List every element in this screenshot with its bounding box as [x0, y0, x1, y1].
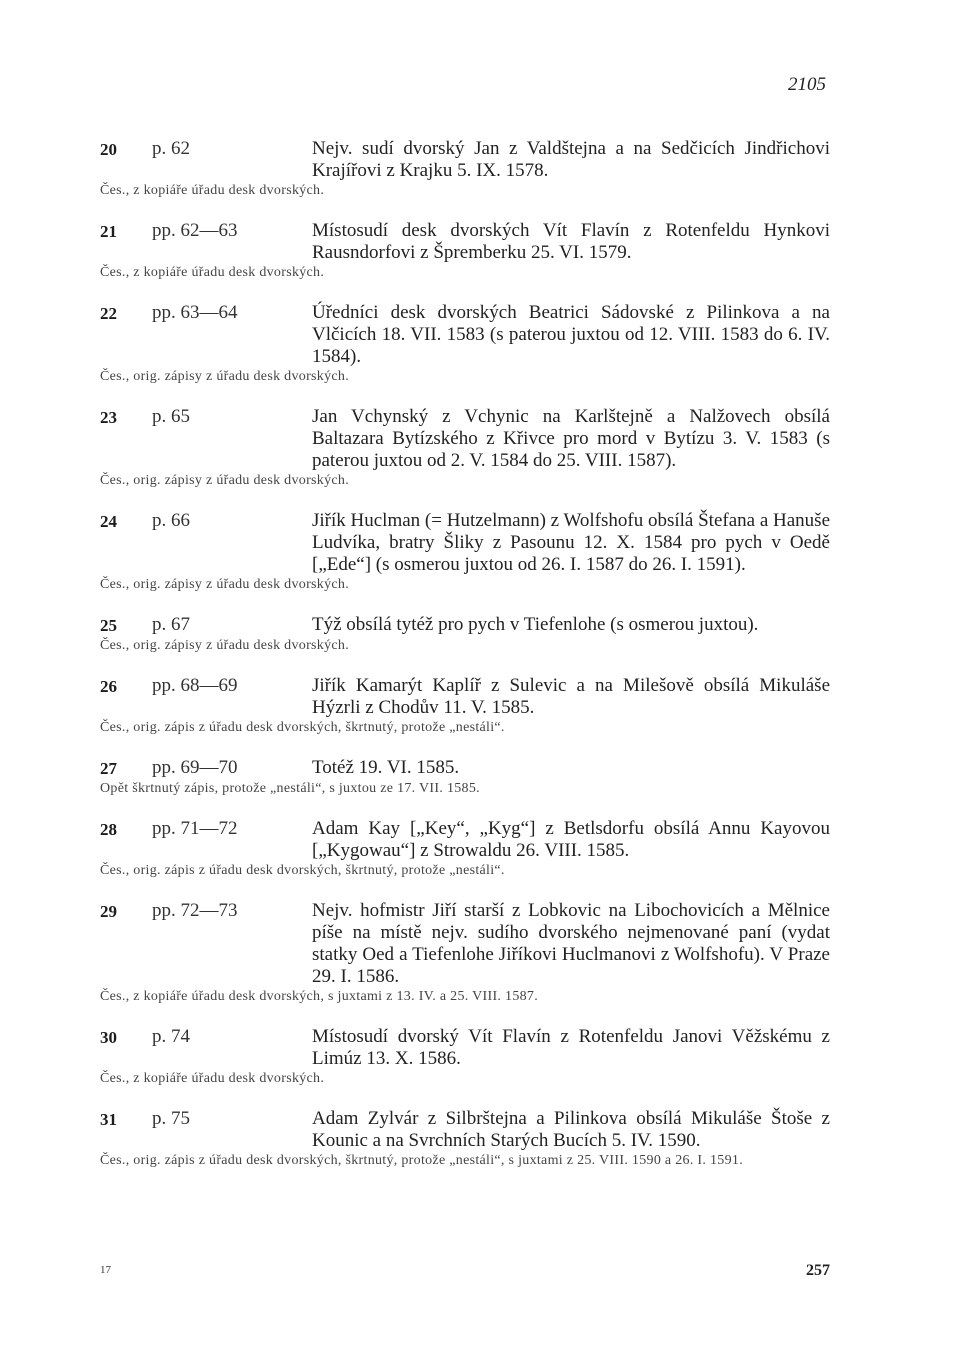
entry-source: Čes., orig. zápis z úřadu desk dvorských, škrtnutý, protože „nestáli“. — [100, 720, 505, 735]
entry-source: Čes., z kopiáře úřadu desk dvorských. — [100, 183, 325, 198]
entry-pages: pp. 63—64 — [152, 302, 238, 323]
entry-number: 31 — [100, 1110, 117, 1129]
entry-text: Jan Vchynský z Vchynic na Karlštejně a Nalžovech obsílá Baltazara Bytízského z Křivce pro mord v Bytízu 3. V. 1583 (s paterou juxtou od 2. V. 1584 do 25. VIII. 1587). — [312, 406, 830, 471]
entry — [100, 1108, 830, 1170]
entry-text: Adam Kay [„Key“, „Kyg“] z Betlsdorfu obsílá Annu Kayovou [„Kygowau“] z Strowaldu 26. VIII. 1585. — [312, 818, 830, 861]
entry-number: 22 — [100, 304, 117, 323]
entries-list — [100, 138, 830, 1190]
entry — [100, 138, 830, 200]
entry — [100, 757, 830, 798]
entry-source: Čes., orig. zápis z úřadu desk dvorských, škrtnutý, protože „nestáli“, s juxtami z 25. VIII. 1590 a 26. I. 1591. — [100, 1153, 743, 1168]
entry-number: 20 — [100, 140, 117, 159]
entry-source: Čes., orig. zápisy z úřadu desk dvorských. — [100, 473, 349, 488]
entry-text: Týž obsílá tytéž pro pych v Tiefenlohe (s osmerou juxtou). — [312, 614, 759, 635]
entry-text: Adam Zylvár z Silbrštejna a Pilinkova obsílá Mikuláše Štoše z Kounic a na Svrchních Starých Bucích 5. IV. 1590. — [312, 1108, 830, 1151]
entry-source: Čes., orig. zápis z úřadu desk dvorských, škrtnutý, protože „nestáli“. — [100, 863, 505, 878]
entry-source: Čes., z kopiáře úřadu desk dvorských. — [100, 1071, 325, 1086]
entry-text: Nejv. sudí dvorský Jan z Valdštejna a na Sedčicích Jindřichovi Krajířovi z Krajku 5. IX. 1578. — [312, 138, 830, 181]
page-number: 2105 — [788, 74, 826, 95]
entry-pages: pp. 72—73 — [152, 900, 238, 921]
entry-pages: pp. 69—70 — [152, 757, 238, 778]
entry-source: Čes., orig. zápisy z úřadu desk dvorských. — [100, 638, 349, 653]
entry-number: 23 — [100, 408, 117, 427]
entry — [100, 675, 830, 737]
footer-page-number: 257 — [806, 1262, 830, 1279]
entry-number: 21 — [100, 222, 117, 241]
entry-number: 30 — [100, 1028, 117, 1047]
entry-number: 26 — [100, 677, 117, 696]
entry-number: 28 — [100, 820, 117, 839]
entry — [100, 510, 830, 594]
entry — [100, 818, 830, 880]
entry-text: Úředníci desk dvorských Beatrici Sádovské z Pilinkova a na Vlčicích 18. VII. 1583 (s paterou juxtou od 12. VIII. 1583 do 6. IV. 1584). — [312, 302, 830, 367]
entry — [100, 220, 830, 282]
entry-text: Totéž 19. VI. 1585. — [312, 757, 460, 778]
entry — [100, 406, 830, 490]
entry-number: 24 — [100, 512, 117, 531]
entry-source: Čes., z kopiáře úřadu desk dvorských. — [100, 265, 325, 280]
entry-pages: p. 62 — [152, 138, 190, 159]
entry-pages: pp. 62—63 — [152, 220, 238, 241]
entry-pages: p. 65 — [152, 406, 190, 427]
entry-pages: pp. 71—72 — [152, 818, 238, 839]
entry-pages: pp. 68—69 — [152, 675, 238, 696]
entry-number: 25 — [100, 616, 117, 635]
entry-text: Místosudí desk dvorských Vít Flavín z Rotenfeldu Hynkovi Rausndorfovi z Špremberku 25. VI. 1579. — [312, 220, 830, 263]
entry — [100, 1026, 830, 1088]
signature-mark: 17 — [100, 1264, 111, 1276]
entry-source: Opět škrtnutý zápis, protože „nestáli“, s juxtou ze 17. VII. 1585. — [100, 781, 480, 796]
entry-pages: p. 67 — [152, 614, 190, 635]
entry-text: Místosudí dvorský Vít Flavín z Rotenfeldu Janovi Věžskému z Limúz 13. X. 1586. — [312, 1026, 830, 1069]
entry-text: Jiřík Huclman (= Hutzelmann) z Wolfshofu obsílá Štefana a Hanuše Ludvíka, bratry Šliky z Pasounu 12. X. 1584 pro pych v Oedě [„Ede“] (s osmerou juxtou od 26. I. 1587 do 26. I. 1591). — [312, 510, 831, 575]
entry-source: Čes., z kopiáře úřadu desk dvorských, s juxtami z 13. IV. a 25. VIII. 1587. — [100, 989, 539, 1004]
entry — [100, 900, 830, 1006]
entry-pages: p. 75 — [152, 1108, 190, 1129]
entry-text: Jiřík Kamarýt Kaplíř z Sulevic a na Milešově obsílá Mikuláše Hýzrli z Chodův 11. V. 1585. — [312, 675, 830, 718]
entry — [100, 614, 830, 655]
entry-text: Nejv. hofmistr Jiří starší z Lobkovic na Libochovicích a Mělnice píše na místě nejv. sudího dvorského nejmenované paní (vydat statky Oed a Tiefenlohe Jiříkovi Huclmanovi z Wolfshofu). V Praze 29. I. 1586. — [312, 900, 830, 987]
entry-pages: p. 66 — [152, 510, 190, 531]
entry-source: Čes., orig. zápisy z úřadu desk dvorských. — [100, 577, 349, 592]
entry-number: 27 — [100, 759, 117, 778]
entry-pages: p. 74 — [152, 1026, 190, 1047]
entry — [100, 302, 830, 386]
entry-number: 29 — [100, 902, 117, 921]
entry-source: Čes., orig. zápisy z úřadu desk dvorských. — [100, 369, 349, 384]
